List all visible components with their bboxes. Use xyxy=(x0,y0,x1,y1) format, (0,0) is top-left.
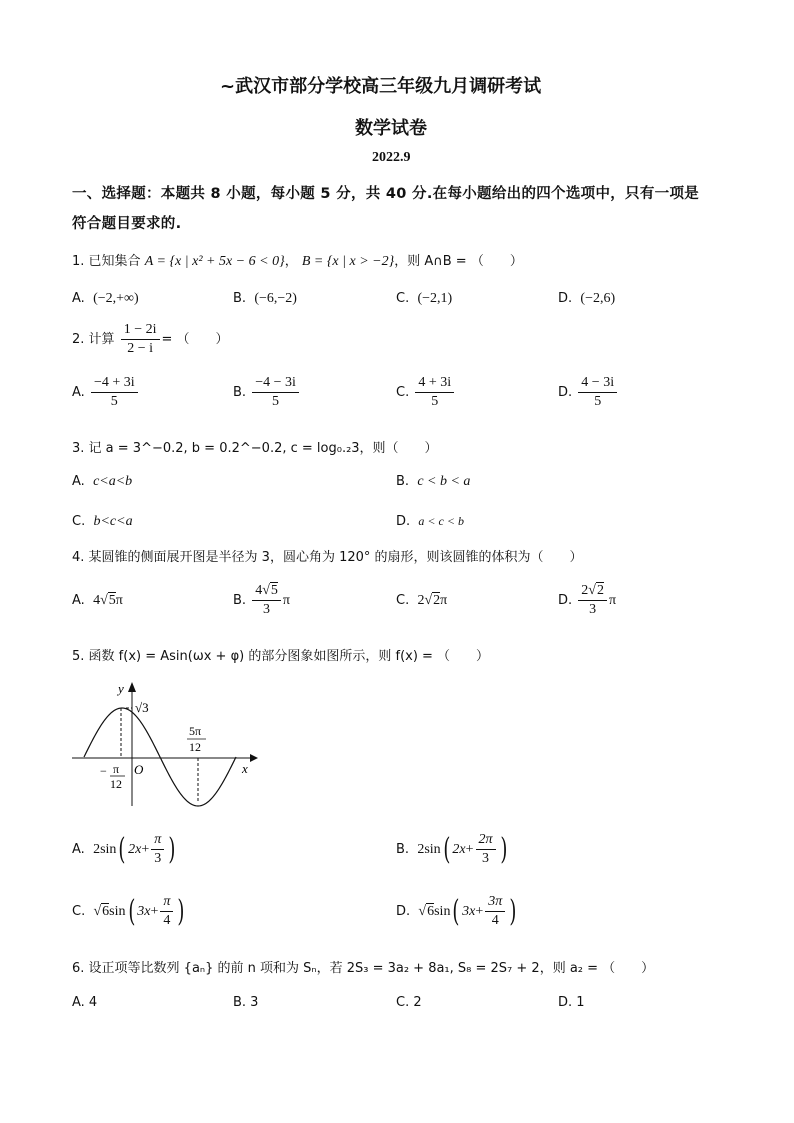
q4-option-b: B. $\frac{4√5}{3}$ π xyxy=(233,583,290,617)
sine-curve xyxy=(84,708,236,806)
q6-option-a: A. 4 xyxy=(72,995,98,1010)
q6-option-d: D. 1 xyxy=(558,995,585,1010)
sine-graph xyxy=(70,678,260,810)
exam-subtitle: 数学试卷 xyxy=(355,118,427,139)
set-a: A = {x | x² + 5x − 6 < 0} xyxy=(144,254,285,269)
x-label: x xyxy=(242,761,248,776)
set-b: B = {x | x > −2} xyxy=(301,254,395,269)
q5-option-a: A. 2sin( 2x+ $\frac{\pi}{3}$ ) xyxy=(72,831,176,867)
q2-fraction: $\frac{1 - 2i}{2 - i}$ xyxy=(121,322,160,357)
exam-date: 2022.9 xyxy=(372,150,411,165)
q5-option-d: D. √6sin( 3x+ $\frac{3\pi}{4}$ ) xyxy=(396,893,517,929)
question-4: 4. 某圆锥的侧面展开图是半径为 3，圆心角为 120° 的扇形，则该圆锥的体积为（ ） xyxy=(72,550,583,565)
question-5: 5. 函数 f(x) = Asin(ωx + φ) 的部分图象如图所示，则 f(x) = （ ） xyxy=(72,649,490,664)
q5-option-b: B. 2sin( 2x+ $\frac{2\pi}{3}$ ) xyxy=(396,831,507,867)
q4-option-a: A. 4√5π xyxy=(72,593,123,608)
q6-option-c: C. 2 xyxy=(396,995,422,1010)
q2-option-a: A. $\frac{-4 + 3i}{5}$ xyxy=(72,375,140,410)
q6-option-b: B. 3 xyxy=(233,995,259,1010)
neg-pi-12-den: 12 xyxy=(110,777,122,791)
q1-option-d: D. (−2,6) xyxy=(558,291,616,306)
q4-option-c: C. 2√2π xyxy=(396,593,448,608)
y-axis-arrow xyxy=(128,682,136,692)
x-axis-arrow xyxy=(250,754,258,762)
y-label: y xyxy=(118,681,124,696)
exam-title: ~武汉市部分学校高三年级九月调研考试 xyxy=(220,76,542,97)
section-heading-line1: 一、选择题：本题共 8 小题，每小题 5 分，共 40 分.在每小题给出的四个选项中，只有一项是 xyxy=(72,186,700,202)
neg-pi-12-num: π xyxy=(113,762,120,776)
q3-option-a: A. c<a<b xyxy=(72,474,133,489)
question-6: 6. 设正项等比数列 {aₙ} 的前 n 项和为 Sₙ，若 2S₃ = 3a₂ + 8a₁, S₈ = 2S₇ + 2，则 a₂ = （ ） xyxy=(72,961,655,976)
origin-label: O xyxy=(134,762,144,777)
q5-option-c: C. √6sin( 3x+ $\frac{\pi}{4}$ ) xyxy=(72,893,185,929)
q1-option-c: C. (−2,1) xyxy=(396,291,453,306)
header-mark: ~ xyxy=(220,76,236,97)
section-heading-line2: 符合题目要求的. xyxy=(72,216,182,232)
q3-option-b: B. c < b < a xyxy=(396,474,471,489)
five-pi-12-num: 5π xyxy=(189,724,202,738)
q2-option-d: D. $\frac{4 - 3i}{5}$ xyxy=(558,375,619,410)
peak-value-label: √3 xyxy=(135,700,149,715)
q1-option-a: A. (−2,+∞) xyxy=(72,291,139,306)
q3-option-d: D. a < c < b xyxy=(396,514,464,529)
q2-option-c: C. $\frac{4 + 3i}{5}$ xyxy=(396,375,456,410)
question-1: 1. 已知集合 A = {x | x² + 5x − 6 < 0}， B = {x | x > −2}，则 A∩B = （ ） xyxy=(72,254,523,269)
neg-pi-12-sign: − xyxy=(100,764,107,778)
q4-option-d: D. $\frac{2√2}{3}$ π xyxy=(558,583,617,617)
q1-option-b: B. (−6,−2) xyxy=(233,291,297,306)
question-2: 2. 计算 $\frac{1 - 2i}{2 - i}$ = （ ） xyxy=(72,322,229,356)
q3-option-c: C. b<c<a xyxy=(72,514,133,529)
five-pi-12-den: 12 xyxy=(189,740,201,754)
question-3: 3. 记 a = 3^−0.2, b = 0.2^−0.2, c = log₀.₂3，则（ ） xyxy=(72,441,438,456)
q2-option-b: B. $\frac{-4 - 3i}{5}$ xyxy=(233,375,301,410)
